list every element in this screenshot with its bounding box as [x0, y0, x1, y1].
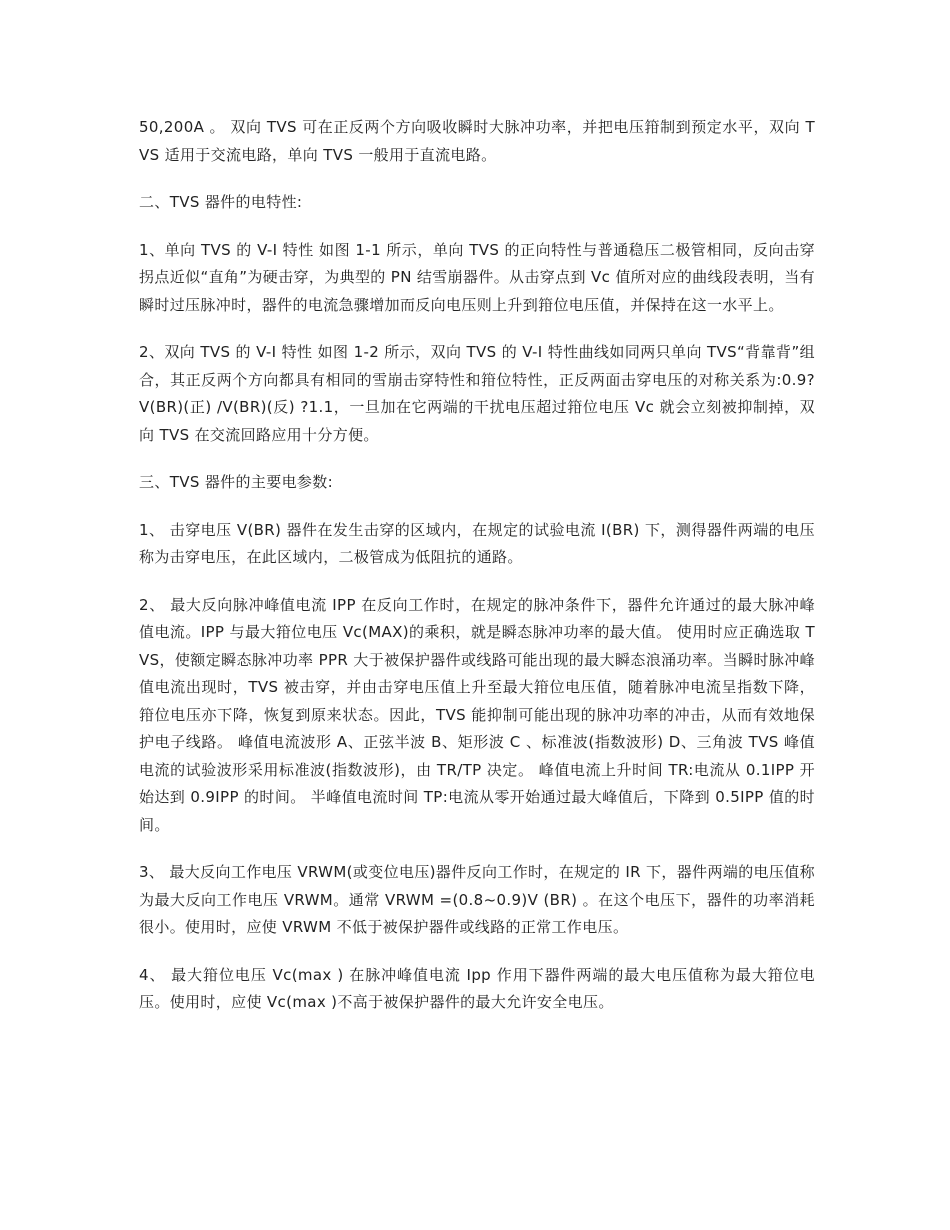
paragraph-reverse-working-voltage: 3、 最大反向工作电压 VRWM(或变位电压)器件反向工作时，在规定的 IR 下，器件两端的电压值称为最大反向工作电压 VRWM。通常 VRWM =(0.8~0.9)V (BR) 。在这个电压下，器件的功率消耗很小。使用时，应使 VRWM 不低于被保护器件或线路的正常工作电压。 — [139, 863, 815, 936]
section-heading-electrical-characteristics: 二、TVS 器件的电特性: — [139, 193, 303, 211]
paragraph-bidirectional-vi: 2、双向 TVS 的 V-I 特性 如图 1-2 所示，双向 TVS 的 V-I 特性曲线如同两只单向 TVS“背靠背”组合，其正反两个方向都具有相同的雪崩击穿特性和箝位特性，正反两面击穿电压的对称关系为:0.9?V(BR)(正) /V(BR)(反) ?1.1，一旦加在它两端的干扰电压超过箝位电压 Vc 就会立刻被抑制掉，双向 TVS 在交流回路应用十分方便。 — [139, 343, 815, 444]
paragraph-bidirectional-tvs-intro: 50,200A 。 双向 TVS 可在正反两个方向吸收瞬时大脉冲功率，并把电压箝制到预定水平，双向 TVS 适用于交流电路，单向 TVS 一般用于直流电路。 — [139, 118, 815, 164]
paragraph-unidirectional-vi: 1、单向 TVS 的 V-I 特性 如图 1-1 所示，单向 TVS 的正向特性与普通稳压二极管相同，反向击穿拐点近似“直角”为硬击穿，为典型的 PN 结雪崩器件。从击穿点到 Vc 值所对应的曲线段表明，当有瞬时过压脉冲时，器件的电流急骤增加而反向电压则上升到箝位电压值，并保持在这一水平上。 — [139, 240, 815, 314]
paragraph-peak-pulse-current: 2、 最大反向脉冲峰值电流 IPP 在反向工作时，在规定的脉冲条件下，器件允许通过的最大脉冲峰值电流。IPP 与最大箝位电压 Vc(MAX)的乘积，就是瞬态脉冲功率的最大值。 使用时应正确选取 TVS，使额定瞬态脉冲功率 PPR 大于被保护器件或线路可能出现的最大瞬态浪涌功率。当瞬时脉冲峰值电流出现时，TVS 被击穿，并由击穿电压值上升至最大箝位电压值，随着脉冲电流呈指数下降，箝位电压亦下降，恢复到原来状态。因此，TVS 能抑制可能出现的脉冲功率的冲击，从而有效地保护电子线路。 峰值电流波形 A、正弦半波 B、矩形波 C 、标准波(指数波形) D、三角波 TVS 峰值电流的试验波形采用标准波(指数波形)，由 TR/TP 决定。 峰值电流上升时间 TR:电流从 0.1IPP 开始达到 0.9IPP 的时间。 半峰值电流时间 TP:电流从零开始通过最大峰值后，下降到 0.5IPP 值的时间。 — [139, 595, 815, 834]
paragraph-clamping-voltage: 4、 最大箝位电压 Vc(max ) 在脉冲峰值电流 Ipp 作用下器件两端的最大电压值称为最大箝位电压。使用时，应使 Vc(max )不高于被保护器件的最大允许安全电压。 — [139, 965, 815, 1011]
document-page — [139, 114, 815, 1037]
paragraph-breakdown-voltage: 1、 击穿电压 V(BR) 器件在发生击穿的区域内，在规定的试验电流 I(BR) 下，测得器件两端的电压称为击穿电压，在此区域内，二极管成为低阻抗的通路。 — [139, 520, 815, 566]
section-heading-main-parameters: 三、TVS 器件的主要电参数: — [139, 473, 334, 491]
